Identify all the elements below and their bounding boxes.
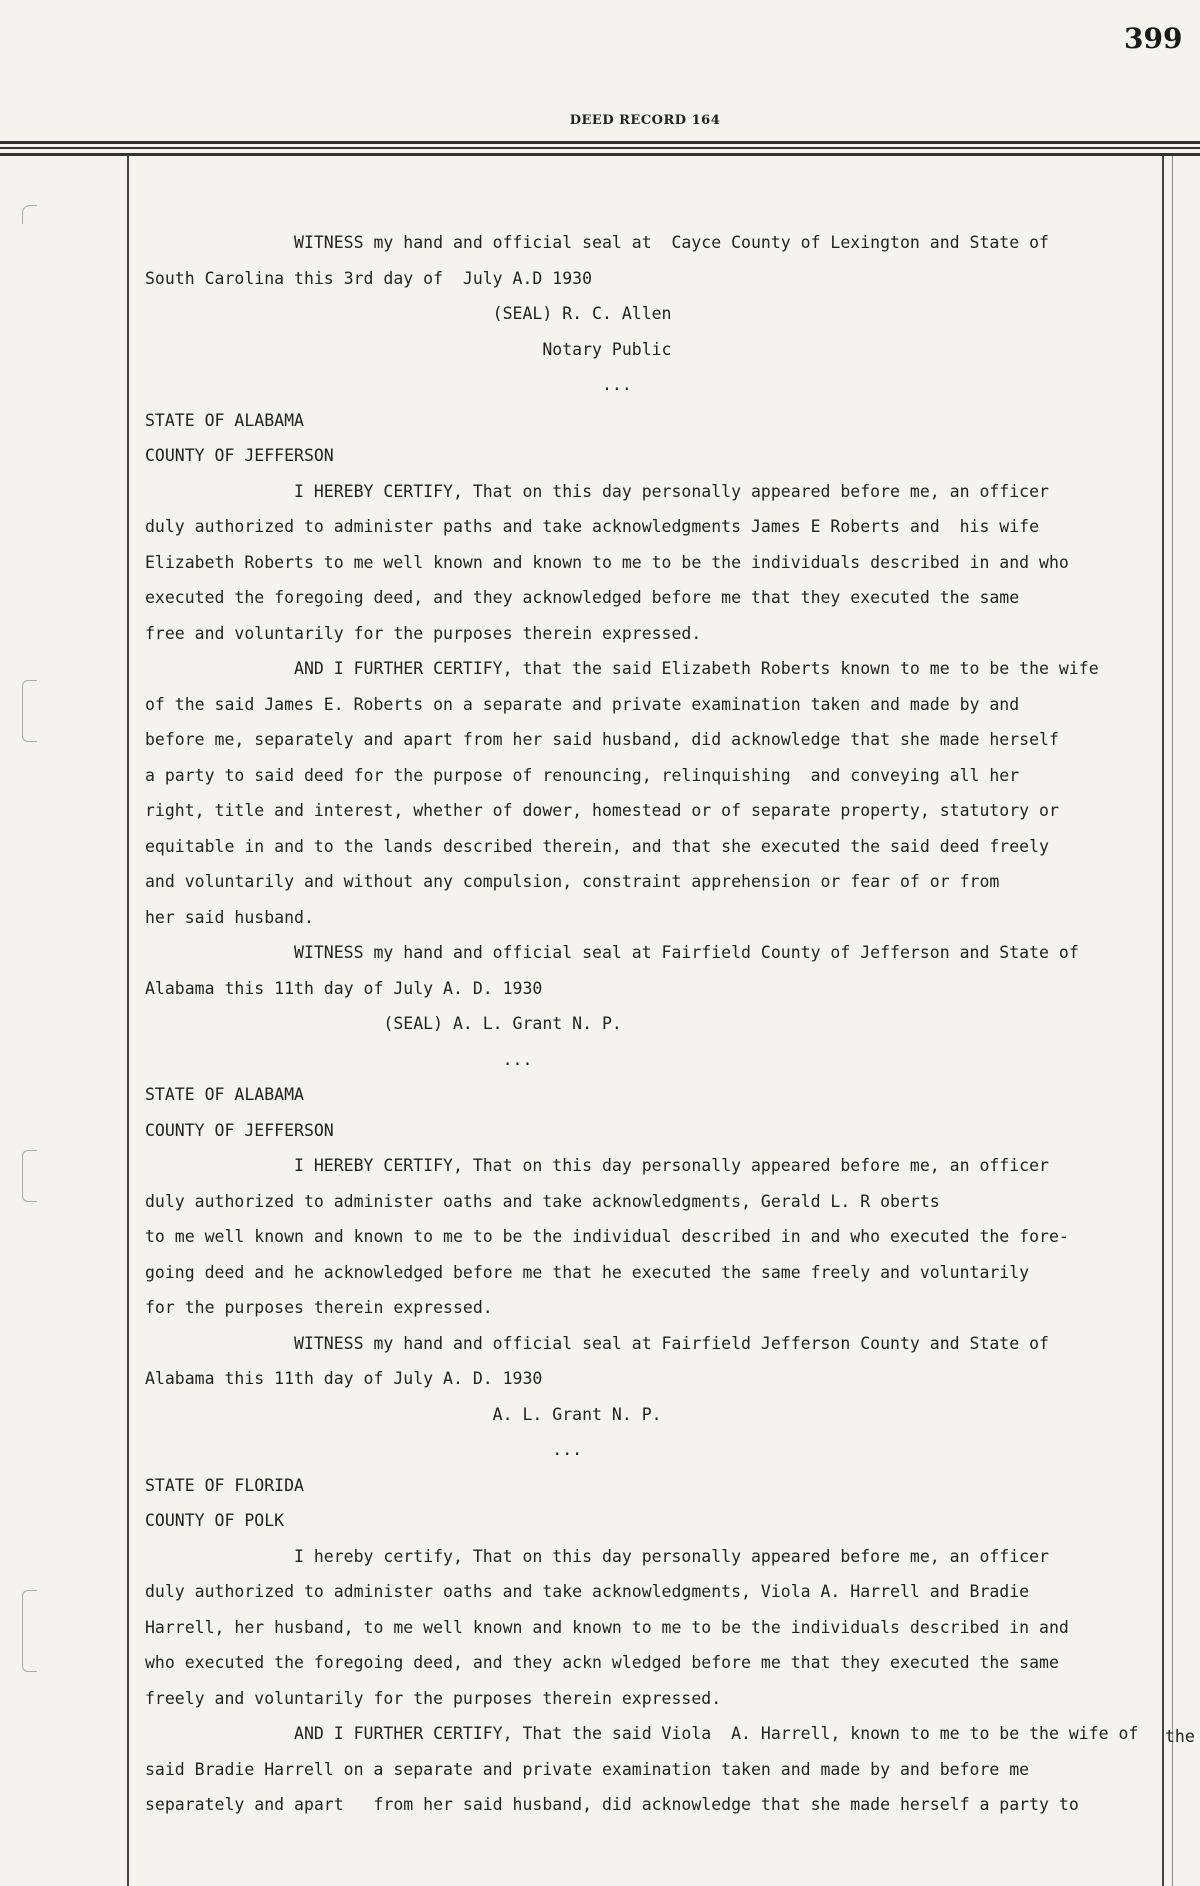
text-line: separately and apart from her said husband, did acknowledge that she made herself a party to	[145, 1795, 1079, 1814]
text-line: equitable in and to the lands described therein, and that she executed the said deed freely	[145, 836, 1049, 856]
text-line: free and voluntarily for the purposes therein expressed.	[145, 623, 702, 643]
deed-text-body	[145, 225, 1155, 1823]
text-line: Harrell, her husband, to me well known and known to me to be the individuals described in and	[145, 1617, 1069, 1637]
text-line: STATE OF ALABAMA	[145, 1085, 304, 1104]
left-margin-line	[127, 156, 129, 1886]
text-line: and voluntarily and without any compulsion, constraint apprehension or fear of or from	[145, 872, 1000, 891]
text-line: to me well known and known to me to be the individual described in and who executed the fore-	[145, 1227, 1069, 1246]
text-line: WITNESS my hand and official seal at Cayce County of Lexington and State of	[145, 233, 1049, 252]
binding-mark	[22, 680, 37, 742]
page-number: 399	[1124, 22, 1183, 55]
text-line: her said husband.	[145, 907, 314, 927]
header-rule-top	[0, 141, 1200, 144]
text-line: duly authorized to administer paths and take acknowledgments James E Roberts and his wife	[145, 517, 1040, 536]
text-line: going deed and he acknowledged before me that he executed the same freely and voluntarily	[145, 1262, 1030, 1282]
text-line: A. L. Grant N. P.	[145, 1404, 662, 1424]
text-line: AND I FURTHER CERTIFY, That the said Viola A. Harrell, known to me to be the wife of	[145, 1724, 1139, 1743]
text-line: COUNTY OF JEFFERSON	[145, 1120, 334, 1140]
text-line: WITNESS my hand and official seal at Fairfield County of Jefferson and State of	[145, 943, 1079, 962]
text-line: ...	[145, 1440, 583, 1459]
text-line: I HEREBY CERTIFY, That on this day personally appeared before me, an officer	[145, 1156, 1049, 1175]
text-line: of the said James E. Roberts on a separate and private examination taken and made by and	[145, 694, 1020, 714]
text-line: (SEAL) R. C. Allen	[145, 304, 672, 323]
text-line: STATE OF FLORIDA	[145, 1475, 304, 1495]
header-rule-bottom	[0, 153, 1200, 156]
text-line: WITNESS my hand and official seal at Fairfield Jefferson County and State of	[145, 1333, 1049, 1353]
text-line: COUNTY OF POLK	[145, 1511, 285, 1530]
text-line: who executed the foregoing deed, and they ackn wledged before me that they executed the same	[145, 1653, 1059, 1672]
text-line: ...	[145, 1049, 533, 1069]
text-line: executed the foregoing deed, and they acknowledged before me that they executed the same	[145, 588, 1020, 607]
text-line: Notary Public	[145, 339, 672, 359]
binding-mark	[22, 1150, 37, 1202]
text-line: AND I FURTHER CERTIFY, that the said Elizabeth Roberts known to me to be the wife	[145, 659, 1099, 678]
right-margin-line-outer	[1172, 156, 1173, 1886]
text-line: Alabama this 11th day of July A. D. 1930	[145, 1369, 543, 1388]
text-line: for the purposes therein expressed.	[145, 1298, 493, 1317]
binding-mark	[22, 1590, 37, 1672]
text-line: duly authorized to administer oaths and take acknowledgments, Viola A. Harrell and Bradie	[145, 1582, 1030, 1601]
text-line: before me, separately and apart from her said husband, did acknowledge that she made herself	[145, 730, 1059, 749]
text-line: freely and voluntarily for the purposes therein expressed.	[145, 1688, 722, 1708]
text-line: ...	[145, 375, 632, 394]
text-line: a party to said deed for the purpose of renouncing, relinquishing and conveying all her	[145, 765, 1020, 785]
text-line: said Bradie Harrell on a separate and private examination taken and made by and before me	[145, 1759, 1030, 1779]
text-line: STATE OF ALABAMA	[145, 410, 304, 430]
text-line: I HEREBY CERTIFY, That on this day personally appeared before me, an officer	[145, 481, 1049, 501]
header-rule-middle	[0, 147, 1200, 149]
text-line: right, title and interest, whether of dower, homestead or of separate property, statutory or	[145, 801, 1059, 820]
text-line: duly authorized to administer oaths and take acknowledgments, Gerald L. R oberts	[145, 1191, 940, 1211]
text-line: South Carolina this 3rd day of July A.D 1930	[145, 268, 593, 288]
text-line: I hereby certify, That on this day personally appeared before me, an officer	[145, 1546, 1049, 1566]
spill-word: the	[1165, 1727, 1195, 1746]
text-line: COUNTY OF JEFFERSON	[145, 446, 334, 465]
text-line: (SEAL) A. L. Grant N. P.	[145, 1014, 622, 1033]
text-line: Elizabeth Roberts to me well known and known to me to be the individuals described in and who	[145, 552, 1069, 572]
text-line: Alabama this 11th day of July A. D. 1930	[145, 978, 543, 998]
right-margin-line	[1162, 156, 1164, 1886]
header-title: DEED RECORD 164	[569, 113, 721, 128]
binding-mark	[22, 205, 37, 224]
